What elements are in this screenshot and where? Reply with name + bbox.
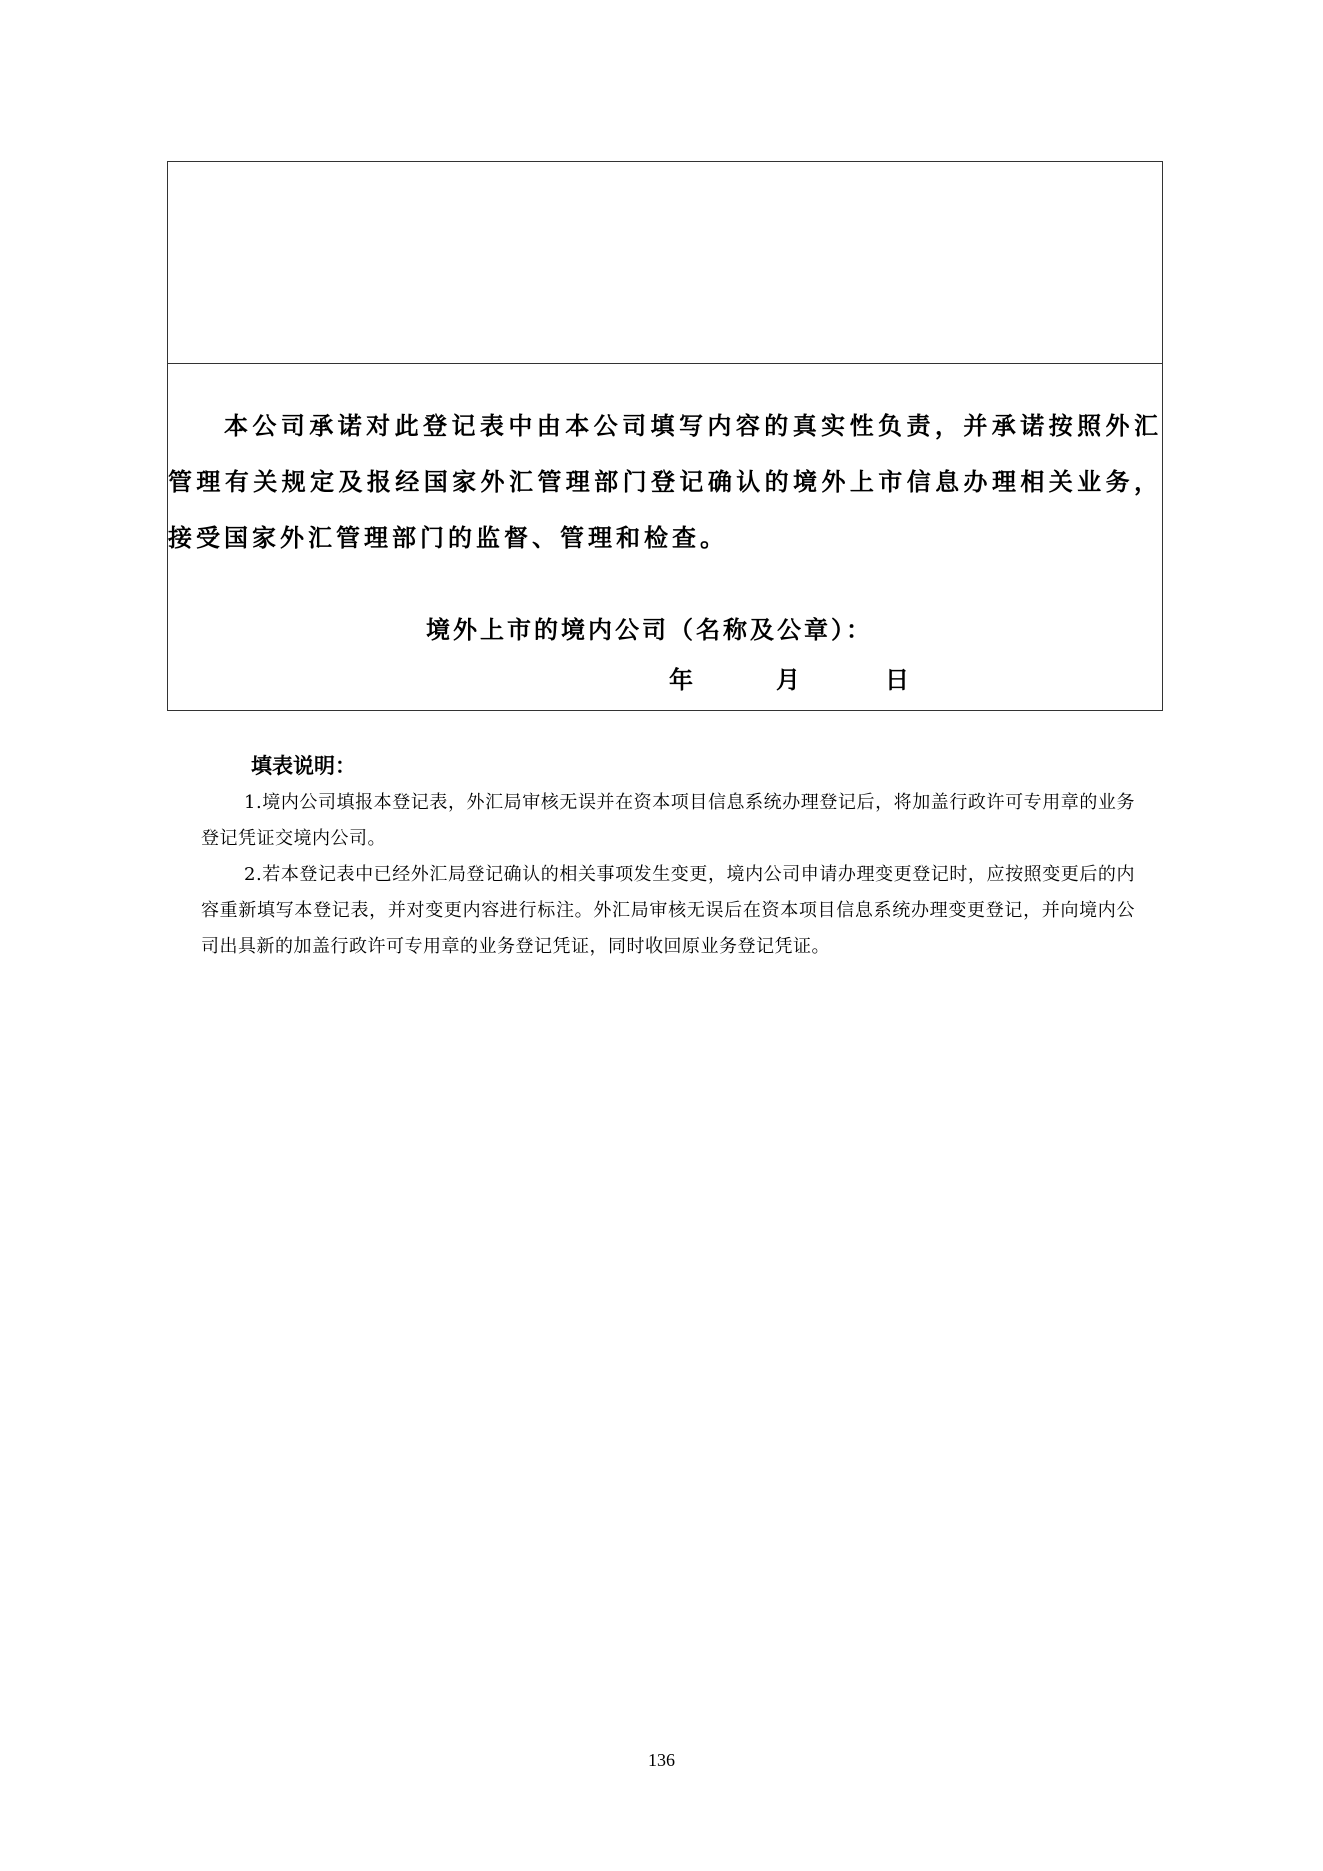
instruction-item: 2.若本登记表中已经外汇局登记确认的相关事项发生变更，境内公司申请办理变更登记时，应按照变更后的内容重新填写本登记表，并对变更内容进行标注。外汇局审核无误后在资本项目信息系统办理变更登记，并向境内公司出具新的加盖行政许可专用章的业务登记凭证，同时收回原业务登记凭证。 <box>201 864 1135 957</box>
company-signature-label: 境外上市的境内公司（名称及公章）： <box>426 615 873 644</box>
commitment-cell <box>168 364 1162 710</box>
date-day-label: 日 <box>885 665 909 694</box>
commitment-text: 本公司承诺对此登记表中由本公司填写内容的真实性负责，并承诺按照外汇管理有关规定及报经国家外汇管理部门登记确认的境外上市信息办理相关业务，接受国家外汇管理部门的监督、管理和检查。 <box>168 411 1162 552</box>
instructions-title: 填表说明： <box>251 753 356 778</box>
date-month-label: 月 <box>776 665 800 694</box>
registration-form-table <box>167 161 1163 711</box>
instruction-item: 1.境内公司填报本登记表，外汇局审核无误并在资本项目信息系统办理登记后，将加盖行政许可专用章的业务登记凭证交境内公司。 <box>201 792 1135 849</box>
date-year-label: 年 <box>669 665 693 694</box>
filling-instructions <box>201 751 1135 965</box>
blank-form-cell <box>168 162 1162 364</box>
page-number: 136 <box>648 1750 675 1770</box>
